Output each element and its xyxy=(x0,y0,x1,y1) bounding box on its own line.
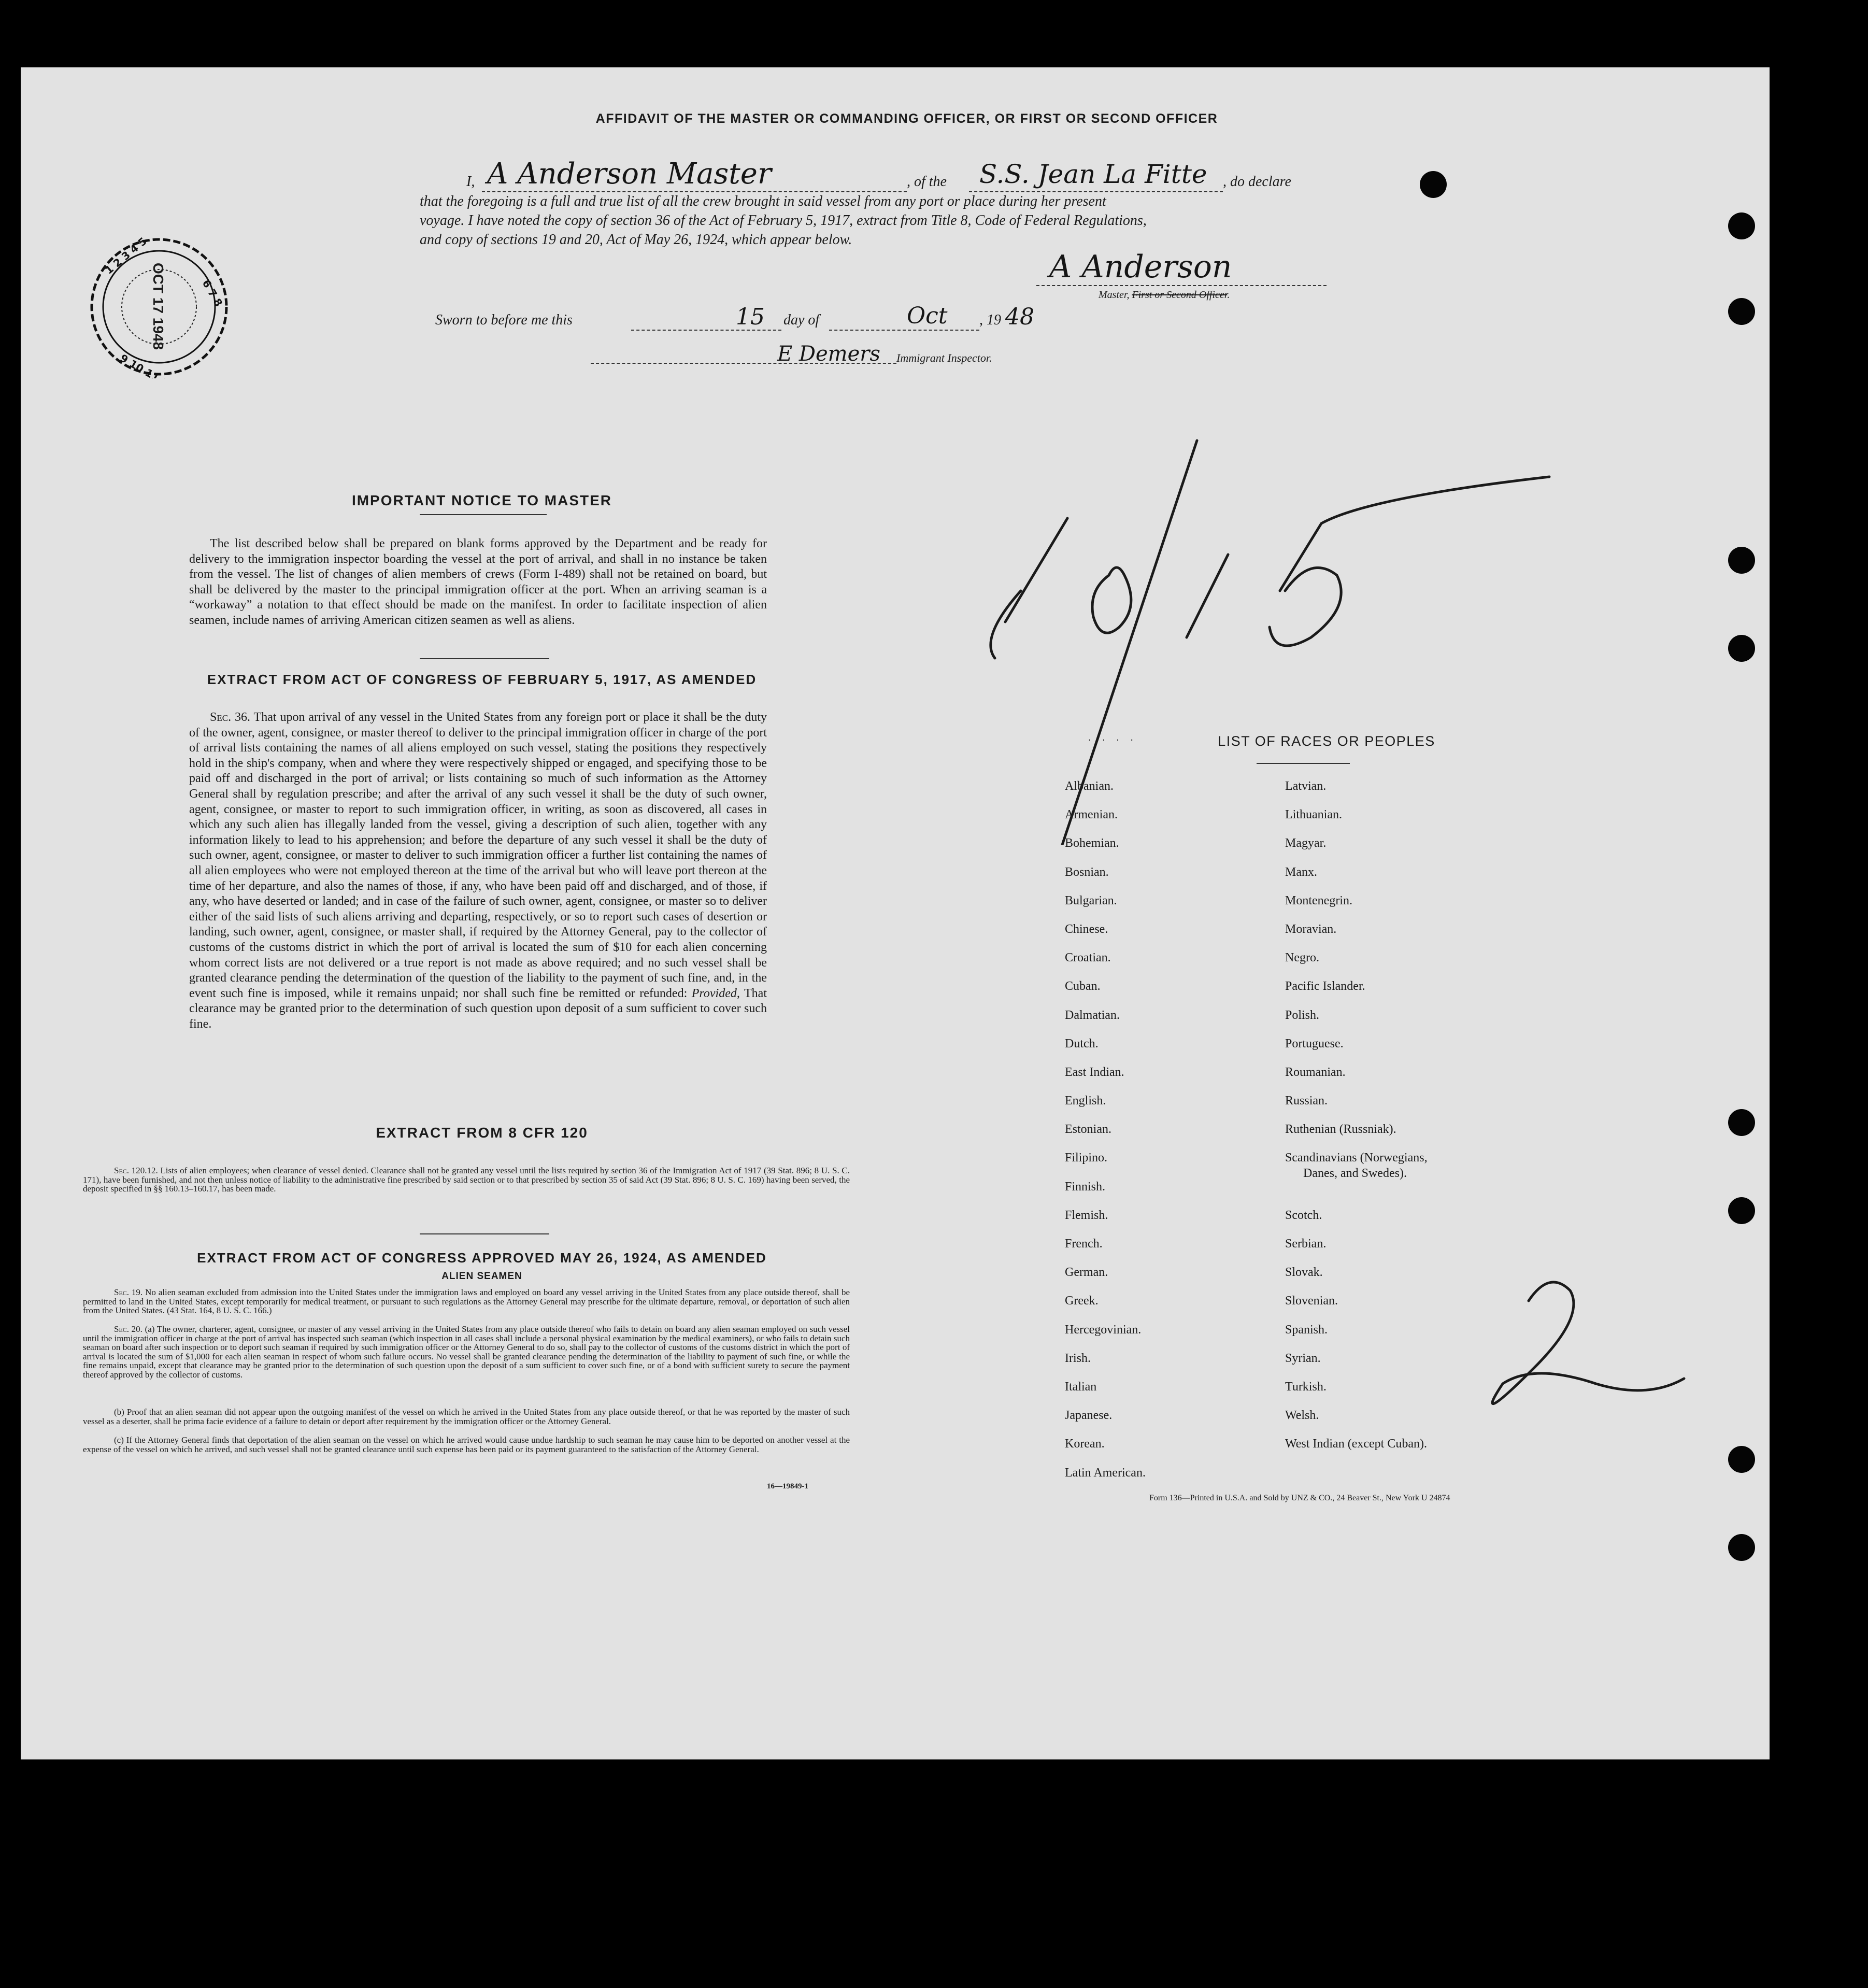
extract-1917-heading: EXTRACT FROM ACT OF CONGRESS OF FEBRUARY 5, 1917, AS AMENDED xyxy=(207,672,757,687)
punch-hole xyxy=(1728,635,1755,662)
extract-1924-heading: EXTRACT FROM ACT OF CONGRESS APPROVED MAY 26, 1924, AS AMENDED xyxy=(197,1250,767,1266)
affidavit-declaration-line xyxy=(466,157,1384,194)
sec-19-text: Sec. 19. No alien seaman excluded from admission into the United States under the immigration laws and employed on board any vessel arriving in the United States from any place outside thereof, shall be permitted to land in the United States, except temporarily for medical treatment, or pursuant to such regulations as the Attorney General may prescribe for the ultimate departure, removal, or deportation of such alien from the United States. (43 Stat. 164, 8 U. S. C. 166.) xyxy=(83,1287,850,1316)
race-item: East Indian. xyxy=(1065,1065,1124,1079)
race-item: German. xyxy=(1065,1266,1108,1280)
punch-hole xyxy=(1728,1446,1755,1473)
vessel-name: S.S. Jean La Fitte xyxy=(979,159,1207,189)
punch-hole xyxy=(1420,171,1447,198)
i-label: I, xyxy=(466,174,475,190)
notice-text: The list described below shall be prepared on blank forms approved by the Department and be ready for delivery to the immigration inspector boarding the vessel at the port of arrival, and shall in no instance be taken from the vessel. The list of changes of alien members of crews (Form I-489) shall not be retained on board, but shall be delivered by the master to the principal immigration officer at the port. When an arriving seaman is a “workaway” a notation to that effect should be made on the manifest. In order to facilitate inspection of alien seamen, include names of arriving American citizen seamen as well as aliens. xyxy=(189,537,767,627)
race-item: Korean. xyxy=(1065,1437,1105,1451)
race-item: Bosnian. xyxy=(1065,865,1109,879)
sworn-day: 15 xyxy=(736,304,765,330)
punch-hole xyxy=(1728,1197,1755,1224)
race-item: Croatian. xyxy=(1065,951,1111,965)
punch-hole xyxy=(1728,298,1755,325)
sworn-month: Oct xyxy=(907,303,948,329)
race-item: Bohemian. xyxy=(1065,836,1119,850)
race-item: Slovak. xyxy=(1285,1266,1323,1280)
race-item: French. xyxy=(1065,1237,1103,1251)
race-item: Spanish. xyxy=(1285,1323,1328,1337)
sec-20a-text: Sec. 20. (a) The owner, charterer, agent, consignee, or master of any vessel arriving in the United States from any place outside thereof who fails to detain on board any alien seaman employed on such vessel until the immigration officer in charge at the port of arrival has inspected such seaman (which inspection in all cases shall include a personal physical examination by the medical examiners), or who fails to detain such seaman on board after such inspection or to deport such seaman if required by such immigration officer or the Attorney General to do so, shall pay to the collector of customs of the customs district in which the port of arrival is located the sum of $1,000 for each alien seaman in respect of whom such failure occurs. No vessel shall be granted clearance pending the determination of the liability to payment of such fine, or while the fine remains unpaid, except that clearance may be granted prior to the determination of such question upon the deposit of a sum sufficient to cover such fine, or of a bond with sufficient surety to secure the payment thereof approved by the collector of customs. xyxy=(83,1324,850,1380)
race-item: Dalmatian. xyxy=(1065,1008,1120,1022)
race-item: Latin American. xyxy=(1065,1466,1146,1480)
race-item: Ruthenian (Russniak). xyxy=(1285,1123,1396,1137)
year-prefix: , 19 xyxy=(979,312,1001,328)
sworn-label: Sworn to before me this xyxy=(435,312,573,328)
master-name: A Anderson Master xyxy=(487,157,772,191)
handwritten-date-number xyxy=(959,420,1580,845)
inspector-label: Immigrant Inspector. xyxy=(896,351,992,364)
sec-36-label: Sec. 36. xyxy=(210,711,251,724)
race-item: Pacific Islander. xyxy=(1285,979,1365,993)
of-the-label: , of the xyxy=(907,174,947,190)
affidavit-text-line-3: voyage. I have noted the copy of section 36 of the Act of February 5, 1917, extract from Title 8, Code of Federal Regulations, xyxy=(420,212,1147,229)
race-item: Flemish. xyxy=(1065,1208,1108,1222)
race-item: Polish. xyxy=(1285,1008,1320,1022)
race-item: Greek. xyxy=(1065,1294,1099,1308)
year-suffix: 48 xyxy=(1005,304,1034,330)
race-item: Scandinavians (Norwegians, xyxy=(1285,1151,1428,1165)
punch-hole xyxy=(1728,547,1755,574)
race-item: Estonian. xyxy=(1065,1123,1111,1137)
punch-hole xyxy=(1728,212,1755,239)
sec-20c-text: (c) If the Attorney General finds that deportation of the alien seaman on the vessel on which he arrived would cause undue hardship to such seaman he may cause him to be deported on another vessel at the expense of the vessel on which he arrived, and such vessel shall not be granted clearance until such expense has been paid or its payment guaranteed to the satisfaction of the Attorney General. xyxy=(83,1435,850,1454)
extract-cfr-heading: EXTRACT FROM 8 CFR 120 xyxy=(376,1125,588,1141)
race-item: Cuban. xyxy=(1065,979,1101,993)
svg-text:9 10 11 12: 9 10 11 12 xyxy=(118,351,177,378)
race-item: Hercegovinian. xyxy=(1065,1323,1142,1337)
race-item: Albanian. xyxy=(1065,779,1114,793)
punch-hole xyxy=(1728,1534,1755,1561)
race-item: Latvian. xyxy=(1285,779,1327,793)
extract-cfr-text: Sec. 120.12. Lists of alien employees; when clearance of vessel denied. Clearance shall not be granted any vessel until the lists required by section 36 of the Immigration Act of 1917 (39 Stat. 896; 8 U. S. C. 171), have been furnished, and not then unless notice of liability to the administrative fine prescribed by said section or to that prescribed by section 35 of said Act (39 Stat. 896; 8 U. S. C. 169) having been served, the deposit specified in §§ 160.13–160.17, has been made. xyxy=(83,1166,850,1194)
day-of-label: day of xyxy=(783,312,820,328)
race-item: Syrian. xyxy=(1285,1351,1321,1365)
inspector-signature: E Demers xyxy=(777,342,880,366)
race-item: English. xyxy=(1065,1094,1106,1108)
do-declare-label: , do declare xyxy=(1223,174,1291,190)
stamp-date: OCT 17 1948 xyxy=(150,262,166,350)
races-dots: . . . . xyxy=(1088,732,1137,743)
master-signature: A Anderson xyxy=(1049,249,1232,285)
race-item: Finnish. xyxy=(1065,1180,1106,1194)
alien-seamen-subheading: ALIEN SEAMEN xyxy=(441,1271,522,1282)
sec-20b-text: (b) Proof that an alien seaman did not appear upon the outgoing manifest of the vessel on which he arrived in the United States from any place outside thereof, or that he was reported by the master of such vessel as a deserter, shall be prima facie evidence of a failure to detain or deport after requirement by the immigration officer or the Attorney General. xyxy=(83,1407,850,1426)
signature-caption: Master, First or Second Officer. xyxy=(1099,289,1230,301)
race-item: Dutch. xyxy=(1065,1036,1099,1050)
races-right-column xyxy=(1285,778,1428,1465)
race-item: Irish. xyxy=(1065,1351,1091,1365)
race-item: Chinese. xyxy=(1065,922,1108,936)
handwritten-two xyxy=(1461,1259,1700,1436)
affidavit-text-line-4: and copy of sections 19 and 20, Act of May 26, 1924, which appear below. xyxy=(420,232,852,248)
race-item: Bulgarian. xyxy=(1065,893,1117,907)
race-item: Scotch. xyxy=(1285,1208,1322,1222)
struck-caption: First or Second Officer xyxy=(1132,289,1228,301)
races-heading: LIST OF RACES OR PEOPLES xyxy=(1218,733,1435,749)
affidavit-text-line-2: that the foregoing is a full and true list of all the crew brought in said vessel from any port or place during her present xyxy=(420,193,1106,209)
race-item: Danes, and Swedes). xyxy=(1303,1167,1407,1181)
race-item: Serbian. xyxy=(1285,1237,1327,1251)
race-item: Negro. xyxy=(1285,951,1319,965)
document-page xyxy=(21,67,1770,1759)
race-item: Manx. xyxy=(1285,865,1317,879)
race-item: Roumanian. xyxy=(1285,1065,1346,1079)
race-item: Japanese. xyxy=(1065,1409,1113,1423)
form-number: 16—19849-1 xyxy=(767,1482,808,1490)
race-item: West Indian (except Cuban). xyxy=(1285,1437,1427,1451)
race-item: Armenian. xyxy=(1065,808,1118,822)
race-item: Welsh. xyxy=(1285,1409,1319,1423)
race-item: Italian xyxy=(1065,1380,1097,1394)
race-item: Moravian. xyxy=(1285,922,1337,936)
sworn-line xyxy=(435,303,1109,337)
race-item: Magyar. xyxy=(1285,836,1327,850)
punch-hole xyxy=(1728,1109,1755,1136)
races-left-column xyxy=(1065,778,1146,1494)
race-item: Montenegrin. xyxy=(1285,893,1352,907)
race-item: Lithuanian. xyxy=(1285,808,1342,822)
svg-text:6 7 8: 6 7 8 xyxy=(199,277,225,309)
handwritten-page-number xyxy=(1461,1259,1700,1436)
affidavit-title: AFFIDAVIT OF THE MASTER OR COMMANDING OFFICER, OR FIRST OR SECOND OFFICER xyxy=(595,111,1218,126)
extract-1917-text: Sec. 36. That upon arrival of any vessel in the United States from any foreign port or place it shall be the duty of the owner, agent, consignee, or master thereof to deliver to the principal immigration officer in charge of the port of arrival lists containing the names of all aliens employed on such vessel, stating the positions they respectively hold in the ship's company, when and where they were respectively shipped or engaged, and specifying those to be paid off and discharged in the port of arrival; or lists containing so much of such information as the Attorney General shall by regulation prescribe; and after the arrival of any such vessel it shall be the duty of such owner, agent, consignee, or master to report to such immigration officer, in writing, as soon as discovered, all cases in which any such alien has illegally landed from the vessel, giving a description of such alien, together with any information likely to lead to his apprehension; and before the departure of any such vessel it shall be the duty of such owner, agent, consignee, or master to deliver to such immigration officer a further list containing the names of all alien employees who were not employed thereon at the time of the arrival but who will leave port thereon at the time of her departure, and also the names of those, if any, who have been paid off and discharged, and of those, if any, who have deserted or landed; and in case of the failure of such owner, agent, consignee, or master so to deliver either of the said lists of such aliens arriving and departing, respectively, or so to report such cases of desertion or landing, such owner, agent, consignee, or master shall, if required by the Attorney General, pay to the collector of customs of the customs district in which the port of arrival is located the sum of $10 for each alien concerning whom correct lists are not delivered or a true report is not made as above required; and no such vessel shall be granted clearance pending the determination of the question of the liability to the payment of such fine, and, in the event such fine is imposed, while it remains unpaid; nor shall such fine be remitted or refunded: Provided, That clearance may be granted prior to the determination of such question upon deposit of a sum sufficient to cover such fine. xyxy=(189,711,767,1031)
form-footer: Form 136—Printed in U.S.A. and Sold by UNZ & CO., 24 Beaver St., New York U 24874 xyxy=(1149,1494,1450,1502)
race-item: Filipino. xyxy=(1065,1151,1108,1165)
race-item: Russian. xyxy=(1285,1094,1328,1108)
race-item: Turkish. xyxy=(1285,1380,1327,1394)
race-item: Slovenian. xyxy=(1285,1294,1338,1308)
handwritten-strokes xyxy=(959,420,1580,845)
race-item: Portuguese. xyxy=(1285,1036,1344,1050)
notice-heading: IMPORTANT NOTICE TO MASTER xyxy=(351,492,612,508)
immigration-stamp xyxy=(88,236,231,378)
svg-text:1 2 3 4 5: 1 2 3 4 5 xyxy=(102,236,149,277)
